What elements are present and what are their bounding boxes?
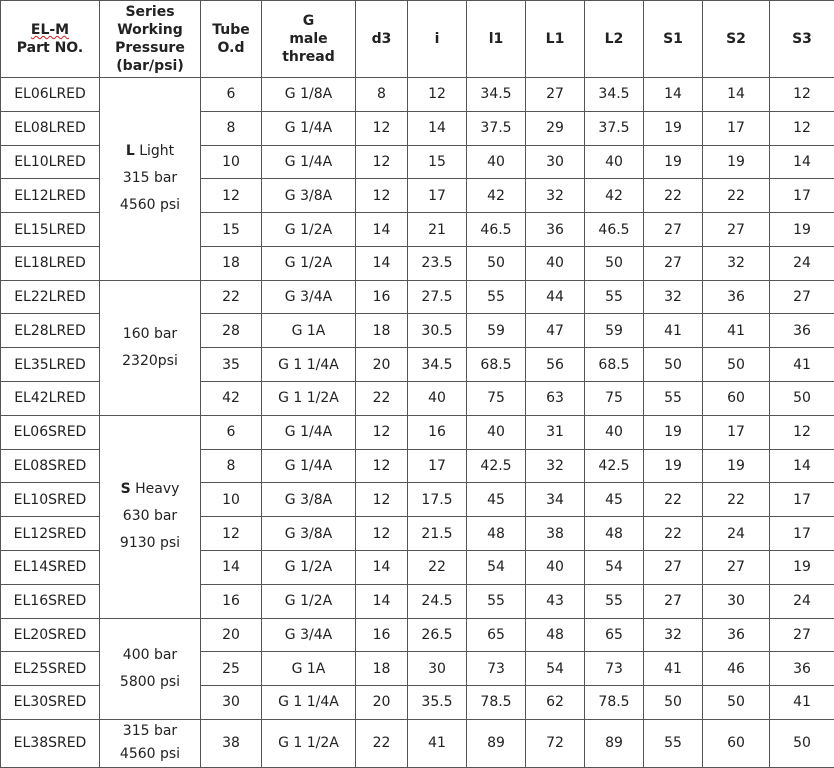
tube-od-cell: 10	[201, 483, 262, 517]
d3-cell: 12	[356, 449, 408, 483]
thread-cell: G 3/4A	[262, 618, 356, 652]
S1-cell: 14	[644, 78, 703, 112]
S3-cell: 12	[770, 78, 834, 112]
part-no-cell: EL35LRED	[1, 348, 100, 382]
L1-cell: 34	[526, 483, 585, 517]
tube-od-cell: 35	[201, 348, 262, 382]
table-row	[1, 618, 834, 652]
tube-od-cell: 6	[201, 78, 262, 112]
series-psi: 4560 psi	[119, 746, 181, 763]
header-series	[100, 1, 201, 78]
L1-cell: 43	[526, 584, 585, 618]
l1-small-cell: 42.5	[467, 449, 526, 483]
header-thread	[262, 1, 356, 78]
header-part-no	[1, 1, 100, 78]
part-no-cell: EL30SRED	[1, 686, 100, 720]
L1-cell: 27	[526, 78, 585, 112]
tube-od-cell: 8	[201, 449, 262, 483]
series-psi: 9130 psi	[119, 535, 181, 552]
L1-cell: 62	[526, 686, 585, 720]
thread-cell: G 1/2A	[262, 584, 356, 618]
d3-cell: 12	[356, 111, 408, 145]
d3-cell: 12	[356, 179, 408, 213]
S3-cell: 27	[770, 280, 834, 314]
l1-small-cell: 55	[467, 280, 526, 314]
part-no-cell: EL25SRED	[1, 652, 100, 686]
l1-small-cell: 40	[467, 145, 526, 179]
S3-cell: 36	[770, 652, 834, 686]
tube-od-cell: 12	[201, 517, 262, 551]
i-cell: 23.5	[408, 246, 467, 280]
l1-small-cell: 59	[467, 314, 526, 348]
S2-cell: 60	[703, 719, 770, 767]
d3-cell: 8	[356, 78, 408, 112]
d3-cell: 22	[356, 719, 408, 767]
header-thread-line: G	[302, 13, 315, 29]
series-bar: 315 bar	[122, 723, 178, 740]
d3-cell: 18	[356, 652, 408, 686]
part-no-cell: EL12SRED	[1, 517, 100, 551]
S1-cell: 32	[644, 280, 703, 314]
L2-cell: 42.5	[585, 449, 644, 483]
S3-cell: 19	[770, 550, 834, 584]
series-cell	[100, 618, 201, 719]
S3-cell: 14	[770, 145, 834, 179]
thread-cell: G 3/4A	[262, 280, 356, 314]
part-no-cell: EL15LRED	[1, 213, 100, 247]
header-series-line: Working	[117, 22, 183, 38]
S3-cell: 12	[770, 111, 834, 145]
tube-od-cell: 42	[201, 382, 262, 416]
S2-cell: 27	[703, 550, 770, 584]
part-no-cell: EL06LRED	[1, 78, 100, 112]
L1-cell: 44	[526, 280, 585, 314]
L2-cell: 45	[585, 483, 644, 517]
L2-cell: 75	[585, 382, 644, 416]
part-no-cell: EL16SRED	[1, 584, 100, 618]
header-i: i	[408, 1, 467, 78]
S1-cell: 19	[644, 145, 703, 179]
thread-cell: G 1/8A	[262, 78, 356, 112]
S2-cell: 22	[703, 483, 770, 517]
series-class-name: Light	[139, 143, 175, 160]
tube-od-cell: 10	[201, 145, 262, 179]
series-cell	[100, 280, 201, 415]
part-no-cell: EL12LRED	[1, 179, 100, 213]
S1-cell: 50	[644, 686, 703, 720]
S1-cell: 19	[644, 449, 703, 483]
i-cell: 17	[408, 449, 467, 483]
header-L1: L1	[526, 1, 585, 78]
l1-small-cell: 40	[467, 415, 526, 449]
tube-od-cell: 28	[201, 314, 262, 348]
thread-cell: G 1/2A	[262, 213, 356, 247]
S2-cell: 19	[703, 449, 770, 483]
d3-cell: 14	[356, 246, 408, 280]
L1-cell: 54	[526, 652, 585, 686]
header-row	[1, 1, 834, 78]
L2-cell: 55	[585, 280, 644, 314]
tube-od-cell: 22	[201, 280, 262, 314]
thread-cell: G 1A	[262, 652, 356, 686]
part-no-cell: EL18LRED	[1, 246, 100, 280]
thread-cell: G 1/4A	[262, 145, 356, 179]
tube-od-cell: 15	[201, 213, 262, 247]
header-part-no-line: EL-M	[30, 22, 70, 38]
table-row	[1, 280, 834, 314]
header-series-line: Pressure	[115, 40, 185, 56]
S2-cell: 50	[703, 348, 770, 382]
part-no-cell: EL38SRED	[1, 719, 100, 767]
series-bar: 160 bar	[122, 325, 178, 342]
L1-cell: 63	[526, 382, 585, 416]
series-letter: S	[120, 481, 131, 498]
header-l1-small: l1	[467, 1, 526, 78]
S1-cell: 55	[644, 382, 703, 416]
S2-cell: 50	[703, 686, 770, 720]
L2-cell: 42	[585, 179, 644, 213]
part-no-cell: EL22LRED	[1, 280, 100, 314]
d3-cell: 16	[356, 280, 408, 314]
thread-cell: G 1 1/2A	[262, 719, 356, 767]
S3-cell: 12	[770, 415, 834, 449]
series-cell	[100, 78, 201, 281]
part-no-cell: EL08LRED	[1, 111, 100, 145]
d3-cell: 12	[356, 483, 408, 517]
L2-cell: 40	[585, 415, 644, 449]
S3-cell: 17	[770, 517, 834, 551]
l1-small-cell: 45	[467, 483, 526, 517]
S2-cell: 36	[703, 280, 770, 314]
i-cell: 34.5	[408, 348, 467, 382]
header-thread-line: thread	[282, 49, 335, 65]
tube-od-cell: 8	[201, 111, 262, 145]
part-no-cell: EL42LRED	[1, 382, 100, 416]
d3-cell: 16	[356, 618, 408, 652]
L2-cell: 55	[585, 584, 644, 618]
L2-cell: 46.5	[585, 213, 644, 247]
S1-cell: 41	[644, 652, 703, 686]
l1-small-cell: 73	[467, 652, 526, 686]
thread-cell: G 1 1/4A	[262, 348, 356, 382]
L1-cell: 32	[526, 179, 585, 213]
tube-od-cell: 20	[201, 618, 262, 652]
L2-cell: 34.5	[585, 78, 644, 112]
header-series-line: Series	[125, 4, 175, 20]
header-L2: L2	[585, 1, 644, 78]
S2-cell: 24	[703, 517, 770, 551]
tube-od-cell: 6	[201, 415, 262, 449]
S1-cell: 50	[644, 348, 703, 382]
i-cell: 30.5	[408, 314, 467, 348]
header-d3: d3	[356, 1, 408, 78]
S1-cell: 27	[644, 584, 703, 618]
L2-cell: 73	[585, 652, 644, 686]
d3-cell: 20	[356, 348, 408, 382]
L1-cell: 48	[526, 618, 585, 652]
S1-cell: 19	[644, 111, 703, 145]
S2-cell: 41	[703, 314, 770, 348]
i-cell: 35.5	[408, 686, 467, 720]
i-cell: 12	[408, 78, 467, 112]
l1-small-cell: 42	[467, 179, 526, 213]
header-tube-od	[201, 1, 262, 78]
S3-cell: 50	[770, 719, 834, 767]
S1-cell: 27	[644, 550, 703, 584]
L2-cell: 40	[585, 145, 644, 179]
series-class-line	[100, 138, 200, 165]
S3-cell: 27	[770, 618, 834, 652]
L1-cell: 72	[526, 719, 585, 767]
l1-small-cell: 78.5	[467, 686, 526, 720]
header-S3: S3	[770, 1, 834, 78]
L2-cell: 37.5	[585, 111, 644, 145]
table-row	[1, 78, 834, 112]
series-psi: 2320psi	[122, 352, 178, 369]
d3-cell: 14	[356, 584, 408, 618]
S3-cell: 17	[770, 179, 834, 213]
series-class-name: Heavy	[135, 481, 180, 498]
part-no-cell: EL10LRED	[1, 145, 100, 179]
i-cell: 26.5	[408, 618, 467, 652]
S2-cell: 17	[703, 111, 770, 145]
L2-cell: 65	[585, 618, 644, 652]
series-cell	[100, 415, 201, 618]
L1-cell: 40	[526, 246, 585, 280]
header-thread-line: male	[289, 31, 328, 47]
series-letter: L	[125, 143, 135, 160]
tube-od-cell: 12	[201, 179, 262, 213]
L2-cell: 89	[585, 719, 644, 767]
L1-cell: 32	[526, 449, 585, 483]
series-cell	[100, 719, 201, 767]
d3-cell: 14	[356, 550, 408, 584]
part-no-cell: EL28LRED	[1, 314, 100, 348]
i-cell: 16	[408, 415, 467, 449]
thread-cell: G 1/2A	[262, 246, 356, 280]
d3-cell: 22	[356, 382, 408, 416]
S3-cell: 14	[770, 449, 834, 483]
S2-cell: 60	[703, 382, 770, 416]
i-cell: 41	[408, 719, 467, 767]
table-row	[1, 719, 834, 767]
thread-cell: G 3/8A	[262, 179, 356, 213]
L1-cell: 38	[526, 517, 585, 551]
S3-cell: 17	[770, 483, 834, 517]
thread-cell: G 1/4A	[262, 415, 356, 449]
l1-small-cell: 46.5	[467, 213, 526, 247]
S3-cell: 41	[770, 348, 834, 382]
i-cell: 21	[408, 213, 467, 247]
tube-od-cell: 16	[201, 584, 262, 618]
series-bar: 400 bar	[122, 646, 178, 663]
S2-cell: 30	[703, 584, 770, 618]
S1-cell: 55	[644, 719, 703, 767]
S3-cell: 24	[770, 584, 834, 618]
series-bar: 630 bar	[122, 508, 178, 525]
thread-cell: G 3/8A	[262, 483, 356, 517]
L1-cell: 36	[526, 213, 585, 247]
L1-cell: 47	[526, 314, 585, 348]
L1-cell: 31	[526, 415, 585, 449]
tube-od-cell: 14	[201, 550, 262, 584]
header-part-no-line: Part NO.	[16, 40, 84, 56]
S3-cell: 41	[770, 686, 834, 720]
thread-cell: G 1/4A	[262, 111, 356, 145]
L2-cell: 48	[585, 517, 644, 551]
header-S2: S2	[703, 1, 770, 78]
S1-cell: 19	[644, 415, 703, 449]
l1-small-cell: 75	[467, 382, 526, 416]
L2-cell: 68.5	[585, 348, 644, 382]
d3-cell: 12	[356, 415, 408, 449]
l1-small-cell: 54	[467, 550, 526, 584]
table-row	[1, 415, 834, 449]
l1-small-cell: 55	[467, 584, 526, 618]
thread-cell: G 1 1/4A	[262, 686, 356, 720]
i-cell: 24.5	[408, 584, 467, 618]
thread-cell: G 1/4A	[262, 449, 356, 483]
tube-od-cell: 25	[201, 652, 262, 686]
S1-cell: 41	[644, 314, 703, 348]
i-cell: 17.5	[408, 483, 467, 517]
S2-cell: 17	[703, 415, 770, 449]
header-tube-line: O.d	[217, 40, 245, 56]
d3-cell: 12	[356, 145, 408, 179]
i-cell: 40	[408, 382, 467, 416]
series-bar: 315 bar	[122, 170, 178, 187]
l1-small-cell: 68.5	[467, 348, 526, 382]
l1-small-cell: 65	[467, 618, 526, 652]
S2-cell: 22	[703, 179, 770, 213]
tube-od-cell: 30	[201, 686, 262, 720]
part-no-cell: EL14SRED	[1, 550, 100, 584]
S2-cell: 46	[703, 652, 770, 686]
S1-cell: 22	[644, 179, 703, 213]
S3-cell: 24	[770, 246, 834, 280]
L1-cell: 40	[526, 550, 585, 584]
part-no-cell: EL08SRED	[1, 449, 100, 483]
d3-cell: 12	[356, 517, 408, 551]
S2-cell: 32	[703, 246, 770, 280]
thread-cell: G 3/8A	[262, 517, 356, 551]
L2-cell: 78.5	[585, 686, 644, 720]
d3-cell: 20	[356, 686, 408, 720]
i-cell: 30	[408, 652, 467, 686]
i-cell: 27.5	[408, 280, 467, 314]
table-body	[1, 78, 834, 768]
l1-small-cell: 34.5	[467, 78, 526, 112]
S3-cell: 50	[770, 382, 834, 416]
tube-od-cell: 38	[201, 719, 262, 767]
l1-small-cell: 48	[467, 517, 526, 551]
thread-cell: G 1 1/2A	[262, 382, 356, 416]
l1-small-cell: 37.5	[467, 111, 526, 145]
i-cell: 21.5	[408, 517, 467, 551]
L1-cell: 30	[526, 145, 585, 179]
l1-small-cell: 89	[467, 719, 526, 767]
S1-cell: 22	[644, 483, 703, 517]
L1-cell: 29	[526, 111, 585, 145]
thread-cell: G 1/2A	[262, 550, 356, 584]
header-series-line: (bar/psi)	[116, 58, 184, 74]
i-cell: 15	[408, 145, 467, 179]
L1-cell: 56	[526, 348, 585, 382]
part-no-cell: EL10SRED	[1, 483, 100, 517]
d3-cell: 14	[356, 213, 408, 247]
header-tube-line: Tube	[212, 22, 250, 38]
part-no-cell: EL06SRED	[1, 415, 100, 449]
S2-cell: 14	[703, 78, 770, 112]
L2-cell: 54	[585, 550, 644, 584]
d3-cell: 18	[356, 314, 408, 348]
series-class-line	[100, 476, 200, 503]
S1-cell: 32	[644, 618, 703, 652]
S1-cell: 22	[644, 517, 703, 551]
S1-cell: 27	[644, 246, 703, 280]
header-S1: S1	[644, 1, 703, 78]
S2-cell: 36	[703, 618, 770, 652]
series-psi: 4560 psi	[119, 197, 181, 214]
S2-cell: 19	[703, 145, 770, 179]
series-psi: 5800 psi	[119, 673, 181, 690]
i-cell: 17	[408, 179, 467, 213]
thread-cell: G 1A	[262, 314, 356, 348]
tube-od-cell: 18	[201, 246, 262, 280]
l1-small-cell: 50	[467, 246, 526, 280]
S3-cell: 19	[770, 213, 834, 247]
L2-cell: 50	[585, 246, 644, 280]
i-cell: 22	[408, 550, 467, 584]
S3-cell: 36	[770, 314, 834, 348]
part-no-cell: EL20SRED	[1, 618, 100, 652]
i-cell: 14	[408, 111, 467, 145]
S1-cell: 27	[644, 213, 703, 247]
L2-cell: 59	[585, 314, 644, 348]
S2-cell: 27	[703, 213, 770, 247]
